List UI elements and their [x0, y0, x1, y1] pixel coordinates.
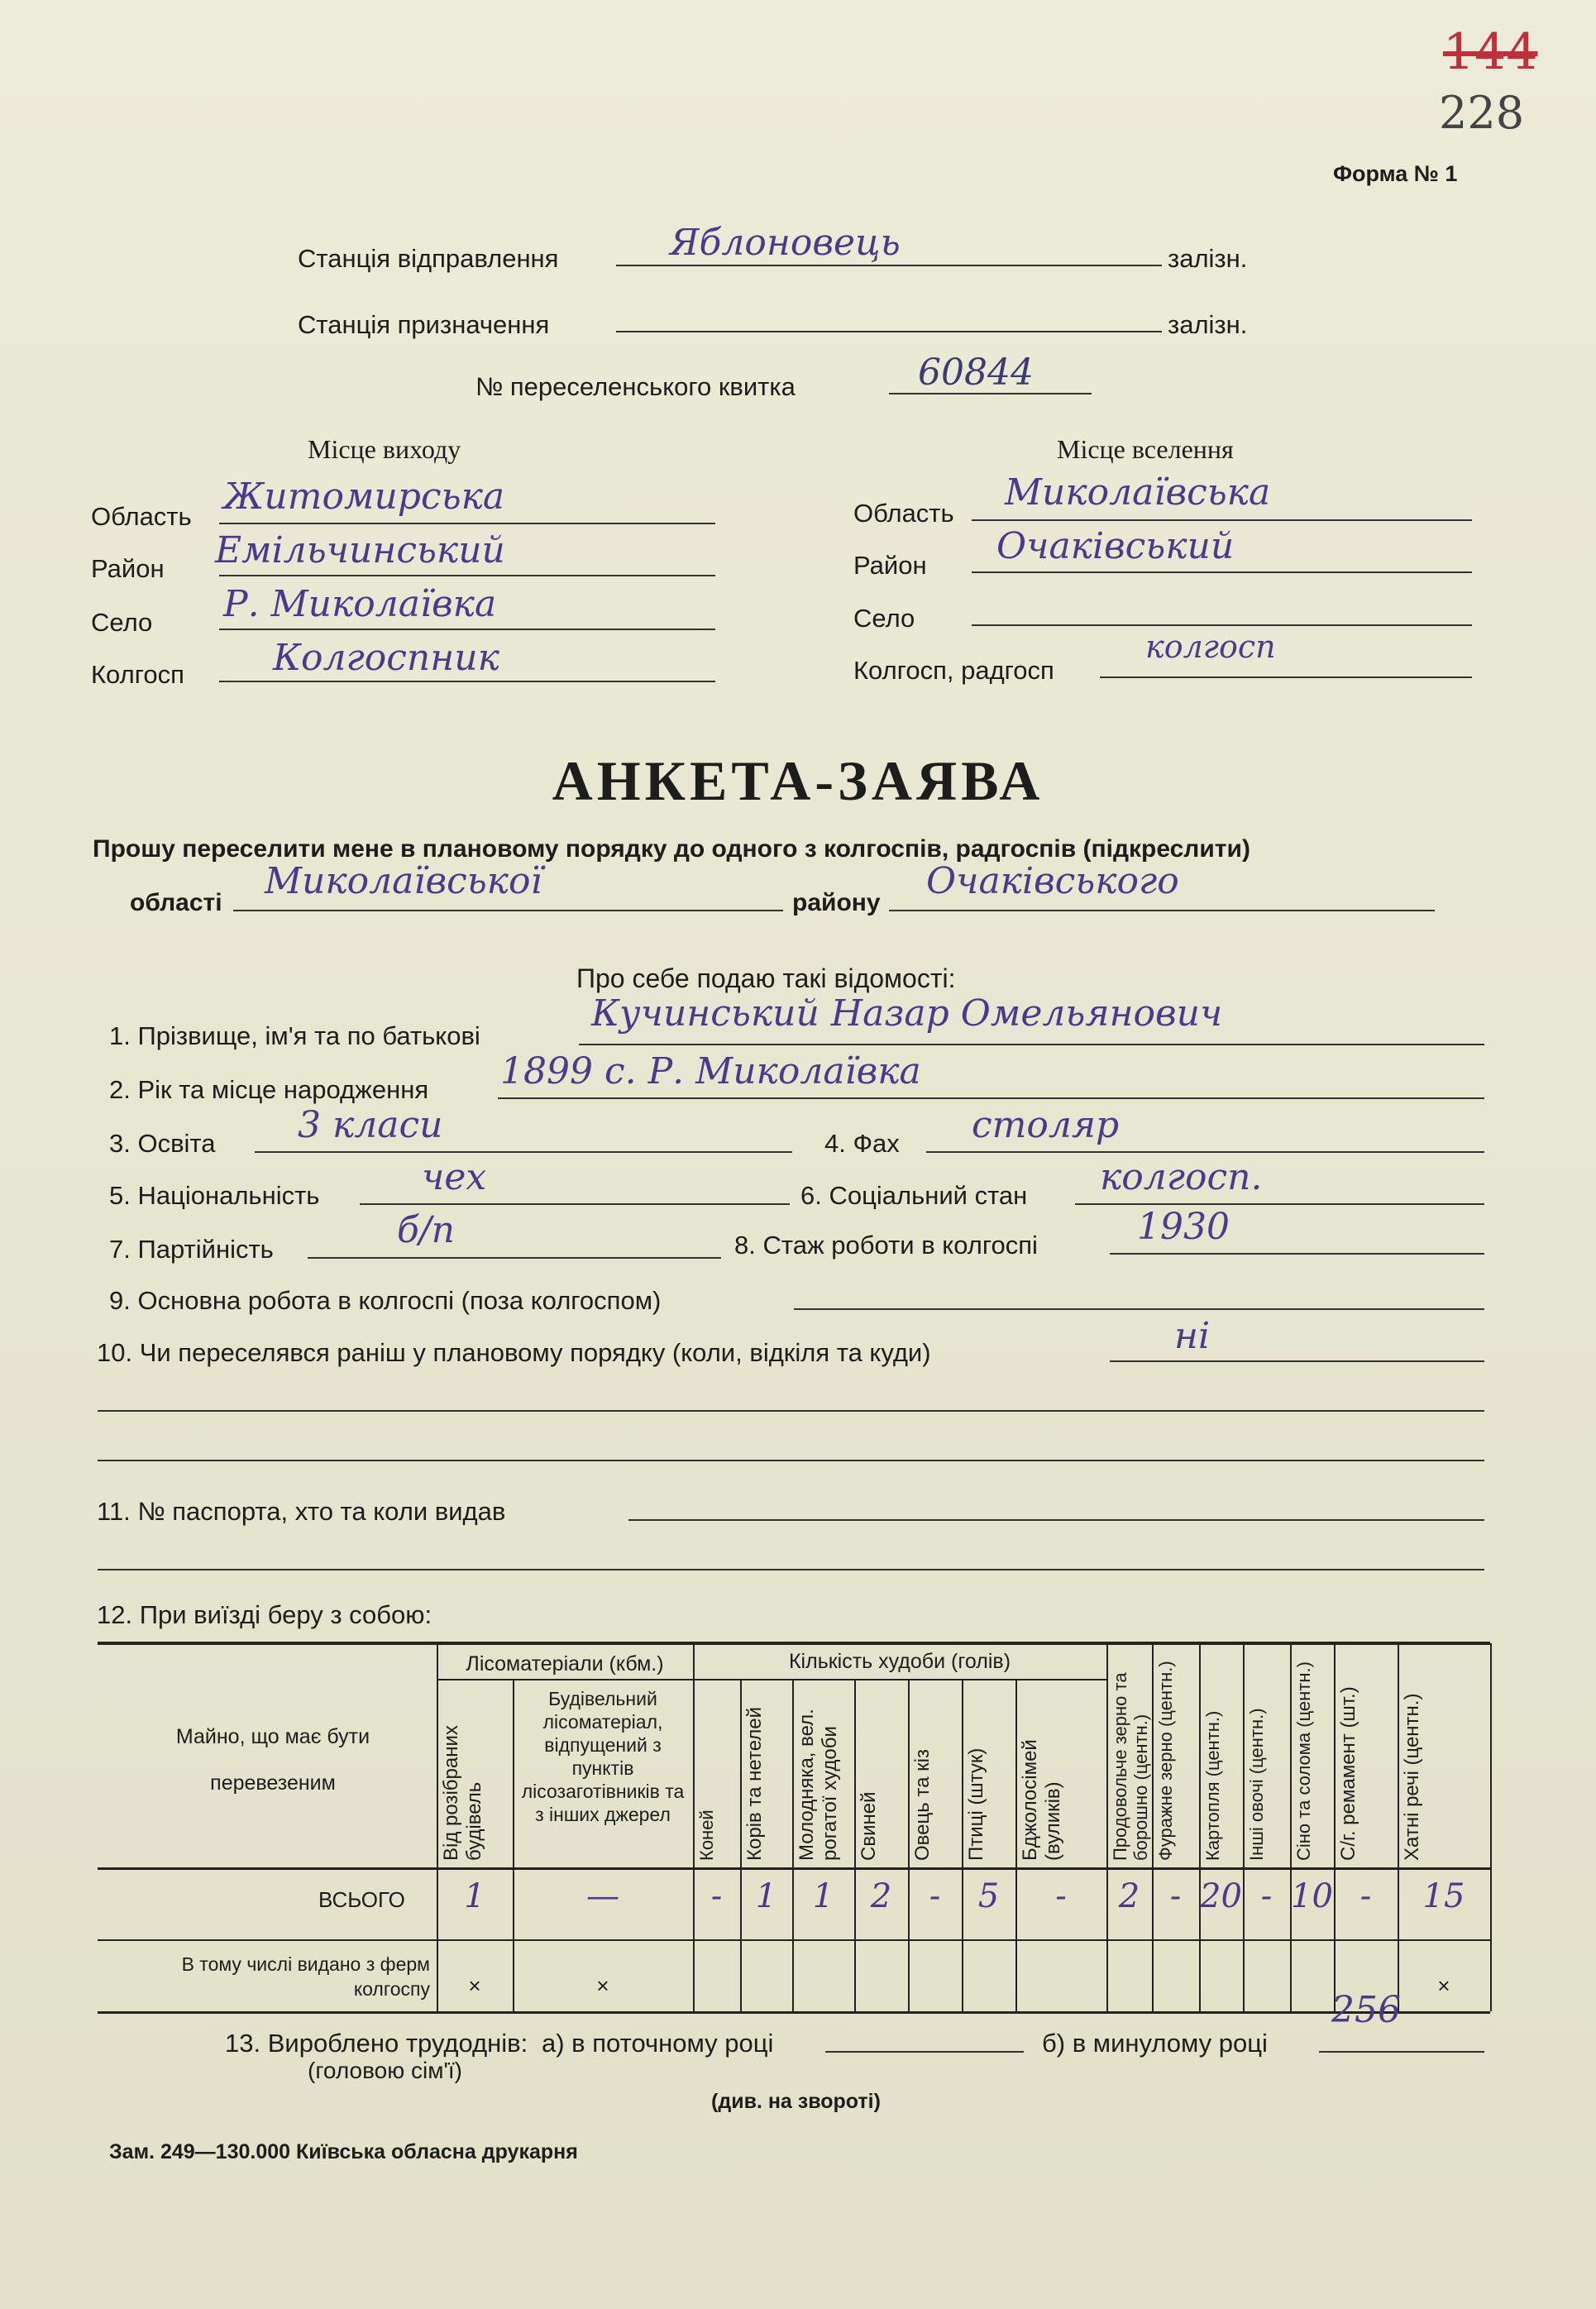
column-header: Коней	[696, 1809, 717, 1861]
total-value: 2	[870, 1877, 892, 1915]
page-title: АНКЕТА-ЗАЯВА	[552, 749, 1044, 812]
destination-heading: Місце вселення	[1057, 434, 1234, 464]
column-header: Корів та нетелей	[743, 1707, 766, 1861]
table-total-bottom	[98, 1939, 1490, 1941]
workdays-previous-label: б) в минулому році	[1042, 2029, 1268, 2058]
request-raion-label: району	[792, 889, 881, 916]
destination-kolhosp-value: колгосп	[1145, 629, 1276, 665]
column-header: С/г. ремамент (шт.)	[1337, 1686, 1359, 1861]
departure-station-value: Яблоновець	[670, 222, 901, 264]
total-value: -	[1359, 1877, 1372, 1915]
origin-selo-line	[219, 629, 715, 630]
q2-line	[498, 1097, 1484, 1099]
origin-oblast-line	[219, 523, 715, 524]
destination-selo-label: Село	[853, 604, 915, 633]
archive-number: 228	[1439, 87, 1525, 139]
origin-raion-label: Район	[91, 554, 165, 583]
workdays-previous-line	[1319, 2051, 1484, 2053]
table-column-divider	[1015, 1680, 1017, 2011]
q5-line	[360, 1203, 790, 1205]
column-header: Фуражне зерно (центн.)	[1155, 1661, 1176, 1861]
column-header: Продовольче зерно та борошно (центн.)	[1110, 1672, 1151, 1861]
q3-value: 3 класи	[298, 1104, 443, 1146]
column-header: Картопля (центн.)	[1202, 1710, 1223, 1861]
column-header: Будівельний лісоматеріал, відпущений з пунктів лісозаготівників та з інших джерел	[521, 1688, 685, 1825]
column-header: Хатні речі (центн.)	[1401, 1693, 1423, 1861]
property-header: Майно, що має бути перевезеним	[175, 1725, 370, 1795]
q1-value: Кучинський Назар Омельянович	[591, 992, 1223, 1035]
destination-kolhosp-line	[1100, 676, 1472, 678]
origin-oblast-label: Область	[91, 502, 192, 531]
total-value: 1	[812, 1877, 834, 1915]
q2-value: 1899 с. Р. Миколаївка	[500, 1050, 921, 1092]
q9-line	[794, 1308, 1484, 1310]
origin-raion-line	[219, 575, 715, 576]
q4-label: 4. Фах	[824, 1129, 900, 1158]
q2-label: 2. Рік та місце народження	[109, 1075, 429, 1104]
destination-selo-line	[972, 624, 1472, 626]
table-bottom-border	[98, 2011, 1490, 2014]
request-raion-value: Очаківського	[926, 860, 1179, 902]
table-column-divider	[740, 1680, 742, 2011]
origin-raion-value: Емільчинський	[215, 529, 505, 571]
request-oblast-value: Миколаївської	[265, 860, 542, 902]
total-value: -	[710, 1877, 723, 1915]
q11-label: 11. № паспорта, хто та коли видав	[97, 1497, 506, 1526]
q4-line	[926, 1151, 1484, 1153]
column-header: Свиней	[858, 1791, 880, 1861]
q3-line	[255, 1151, 792, 1153]
q8-value: 1930	[1137, 1206, 1230, 1248]
total-value: -	[929, 1877, 941, 1915]
table-column-divider	[1398, 1643, 1399, 2011]
column-header: Інші овочі (центн.)	[1246, 1708, 1267, 1861]
workdays-current-label: а) в поточному році	[542, 2029, 774, 2058]
table-column-divider	[693, 1643, 695, 2011]
ticket-value: 60844	[918, 351, 1034, 394]
total-value: -	[1055, 1877, 1067, 1915]
farm-mark: ×	[596, 1973, 609, 1998]
q10-value: ні	[1174, 1315, 1211, 1357]
destination-raion-label: Район	[853, 551, 927, 580]
table-column-divider	[1334, 1643, 1336, 2011]
table-header-bottom	[98, 1867, 1490, 1870]
table-column-divider	[908, 1680, 910, 2011]
total-label: ВСЬОГО	[318, 1887, 405, 1912]
workdays-previous-value: 256	[1331, 1989, 1401, 2031]
livestock-group-header: Кількість худоби (голів)	[788, 1650, 1011, 1673]
archive-number-crossed: 144	[1443, 23, 1538, 81]
request-oblast-line	[233, 910, 783, 911]
total-value: 1	[755, 1877, 777, 1915]
q7-line	[308, 1257, 721, 1259]
total-value: 15	[1422, 1877, 1465, 1915]
total-value: -	[1260, 1877, 1273, 1915]
table-column-divider	[1152, 1643, 1154, 2011]
departure-station-line	[616, 265, 1162, 266]
workdays-sublabel: (головою сім'ї)	[308, 2058, 462, 2083]
table-column-divider	[1290, 1643, 1292, 2011]
request-raion-line	[889, 910, 1435, 911]
q11-line	[628, 1519, 1484, 1521]
total-value: 2	[1118, 1877, 1140, 1915]
q9-label: 9. Основна робота в колгоспі (поза колгоспом)	[109, 1286, 662, 1315]
origin-selo-label: Село	[91, 608, 153, 637]
departure-station-label: Станція відправлення	[298, 244, 559, 273]
total-value: 10	[1291, 1877, 1333, 1915]
destination-oblast-value: Миколаївська	[1005, 471, 1271, 514]
origin-selo-value: Р. Миколаївка	[223, 583, 497, 625]
q6-label: 6. Соціальний стан	[800, 1181, 1028, 1210]
q6-line	[1075, 1203, 1484, 1205]
workdays-label: 13. Вироблено трудоднів:	[225, 2029, 528, 2058]
q10-label: 10. Чи переселявся раніш у плановому порядку (коли, відкіля та куди)	[97, 1338, 931, 1367]
column-header: Птиці (штук)	[965, 1747, 987, 1861]
timber-group-header: Лісоматеріали (кбм.)	[466, 1652, 664, 1676]
origin-heading: Місце виходу	[308, 434, 461, 464]
workdays-current-line	[825, 2051, 1024, 2053]
q8-label: 8. Стаж роботи в колгоспі	[734, 1231, 1038, 1260]
q5-label: 5. Національність	[109, 1181, 320, 1210]
total-value: 20	[1200, 1877, 1242, 1915]
reverse-note: (див. на звороті)	[711, 2090, 881, 2113]
q7-label: 7. Партійність	[109, 1235, 274, 1264]
departure-rail-suffix: залізн.	[1168, 244, 1248, 273]
table-column-divider	[437, 1643, 438, 2011]
q1-label: 1. Прізвище, ім'я та по батькові	[109, 1021, 480, 1050]
column-header: Бджолосімей (вуликів)	[1019, 1739, 1064, 1861]
q12-label: 12. При виїзді беру з собою:	[97, 1600, 432, 1629]
ticket-label: № переселенського квитка	[475, 372, 796, 401]
q11-extra-line	[98, 1569, 1484, 1570]
column-header: Овець та кіз	[911, 1749, 934, 1861]
farm-label: В тому числі видано з ферм колгоспу	[181, 1953, 430, 2000]
request-text: Прошу переселити мене в плановому порядку до одного з колгоспів, радгоспів (підкреслити)	[93, 835, 1250, 863]
destination-oblast-line	[972, 519, 1472, 521]
printer-imprint: Зам. 249—130.000 Київська обласна друкарня	[109, 2140, 578, 2163]
origin-kolhosp-label: Колгосп	[91, 660, 184, 689]
total-value: 1	[464, 1877, 485, 1915]
table-top-border	[98, 1642, 1490, 1645]
table-column-divider	[1106, 1643, 1108, 2011]
origin-kolhosp-line	[219, 681, 715, 682]
total-value: 5	[977, 1877, 1000, 1915]
q1-line	[579, 1044, 1484, 1045]
destination-station-line	[616, 331, 1162, 332]
table-column-divider	[1243, 1643, 1245, 2011]
q4-value: столяр	[972, 1104, 1120, 1146]
destination-raion-value: Очаківський	[996, 525, 1235, 567]
q6-value: колгосп.	[1100, 1156, 1263, 1198]
destination-kolhosp-label: Колгосп, радгосп	[853, 656, 1054, 685]
q5-value: чех	[422, 1156, 487, 1198]
origin-oblast-value: Житомирська	[223, 476, 505, 518]
q7-value: б/п	[397, 1209, 456, 1251]
info-heading: Про себе подаю такі відомості:	[576, 963, 956, 993]
destination-raion-line	[972, 571, 1472, 573]
table-column-divider	[513, 1680, 514, 2011]
q10-extra-line-1	[98, 1410, 1484, 1412]
table-column-divider	[1490, 1643, 1492, 2011]
column-header: Молодняка, вел. рогатої худоби	[796, 1709, 841, 1861]
origin-kolhosp-value: Колгоспник	[273, 637, 499, 679]
q10-extra-line-2	[98, 1460, 1484, 1461]
table-column-divider	[1199, 1643, 1201, 2011]
q10-line	[1110, 1360, 1484, 1362]
table-column-divider	[854, 1680, 856, 2011]
farm-mark: ×	[1437, 1973, 1450, 1998]
total-value: —	[586, 1877, 619, 1915]
total-value: -	[1169, 1877, 1182, 1915]
request-oblast-label: області	[130, 889, 222, 916]
q3-label: 3. Освіта	[109, 1129, 216, 1158]
farm-mark: ×	[468, 1973, 481, 1998]
table-column-divider	[792, 1680, 794, 2011]
destination-station-label: Станція призначення	[298, 310, 550, 339]
destination-oblast-label: Область	[853, 499, 954, 528]
table-column-divider	[962, 1680, 963, 2011]
q8-line	[1110, 1253, 1484, 1255]
destination-rail-suffix: залізн.	[1168, 310, 1248, 339]
livestock-group-underline	[693, 1679, 1106, 1680]
form-number: Форма № 1	[1333, 161, 1458, 186]
column-header: Сіно та солома (центн.)	[1293, 1661, 1314, 1861]
column-header: Від розібраних будівель	[440, 1725, 485, 1861]
